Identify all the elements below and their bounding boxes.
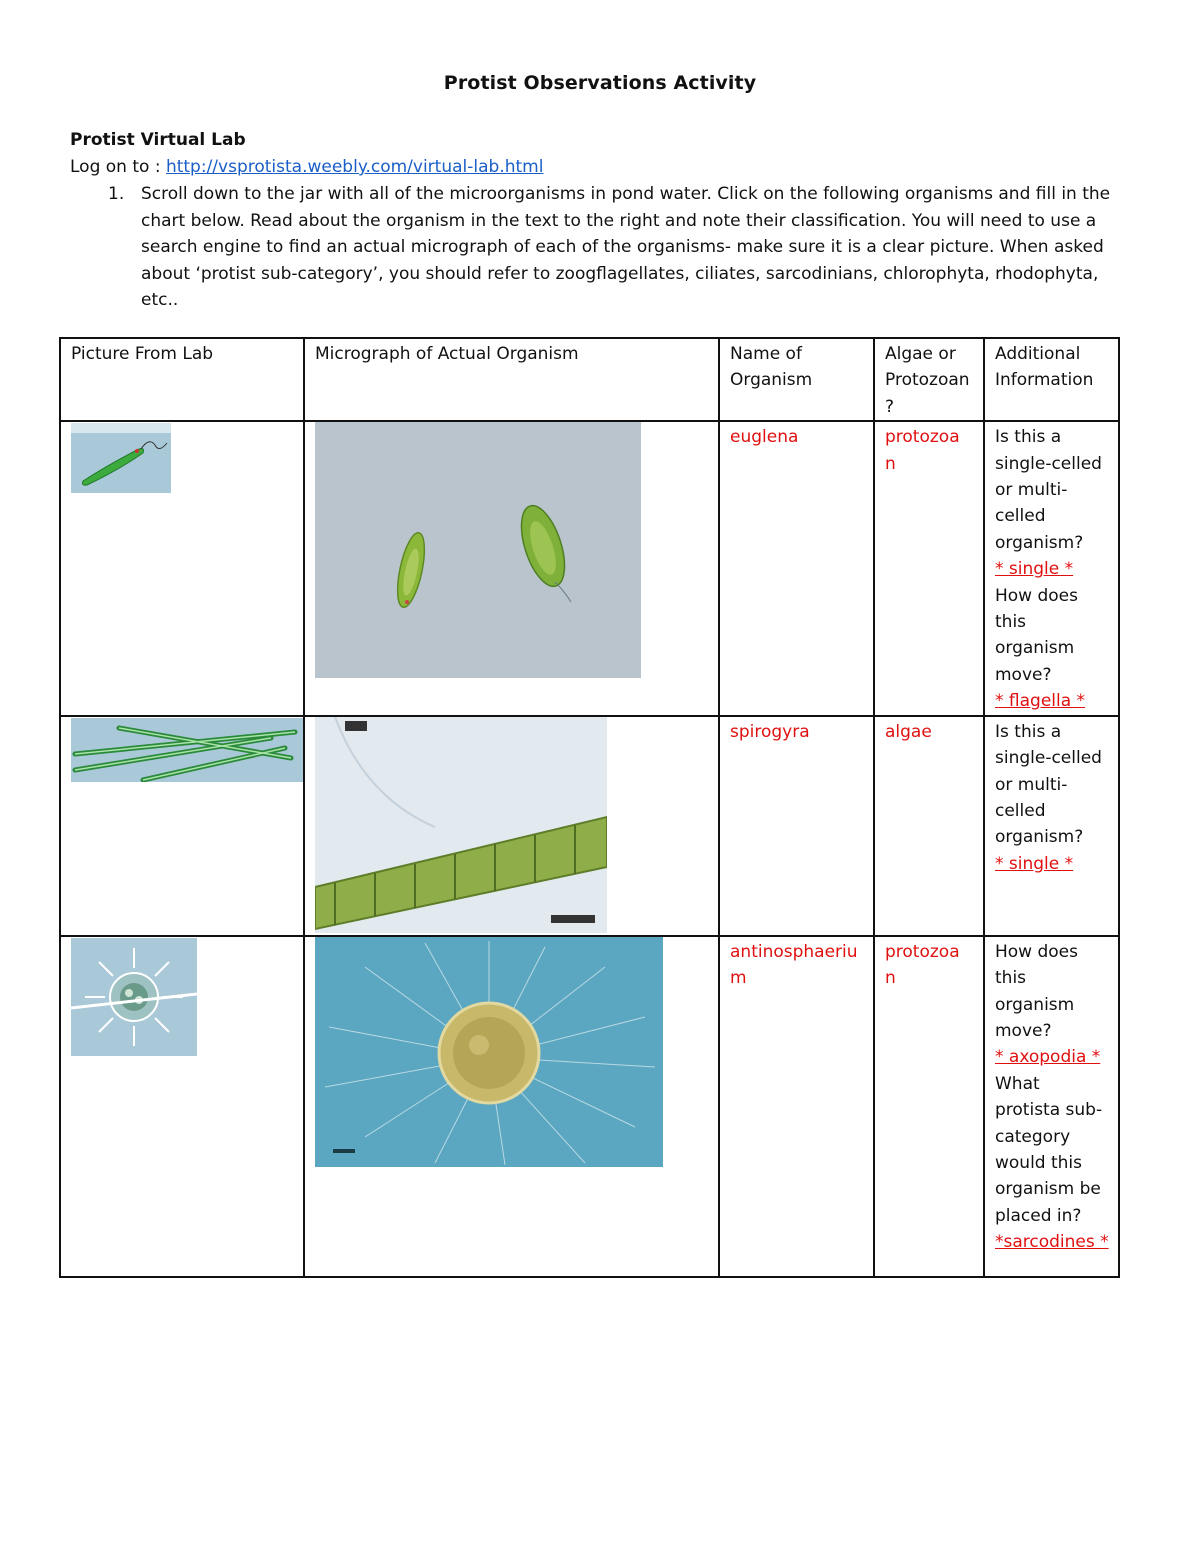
actinosphaerium-micrograph xyxy=(315,937,663,1167)
logon-label: Log on to : xyxy=(70,157,161,177)
actinosphaerium-lab-image xyxy=(71,938,197,1056)
section-heading: Protist Virtual Lab xyxy=(70,130,246,150)
info-answer: * single * xyxy=(995,853,1074,874)
additional-info xyxy=(985,717,1118,877)
table-row xyxy=(60,716,1119,936)
info-answer: * axopodia * xyxy=(995,1047,1101,1068)
additional-info xyxy=(985,937,1118,1256)
info-answer: * single * xyxy=(995,559,1074,580)
info-question: What protista sub-category would this organism be placed in? xyxy=(995,1073,1103,1226)
spirogyra-lab-image xyxy=(71,718,303,782)
info-answer: *sarcodines * xyxy=(995,1232,1109,1253)
step-text: Scroll down to the jar with all of the microorganisms in pond water. Click on the following organisms and fill in the chart below. Read about the organism in the text to the right and note their classification. You will need to use a search engine to find an actual micrograph of each of the organisms- make sure it is a clear picture. When asked about ‘protist sub-category’, you should refer to zoogflagellates, ciliates, sarcodinians, chlorophyta, rhodophyta, etc.. xyxy=(141,184,1111,310)
table-header-row xyxy=(60,338,1119,421)
instruction-step xyxy=(108,181,1123,314)
organism-type: protozoa n xyxy=(885,427,960,474)
header-picture: Picture From Lab xyxy=(71,344,214,364)
page-title: Protist Observations Activity xyxy=(443,72,757,94)
info-question: How does this organism move? xyxy=(995,941,1078,1041)
info-question: How does this organism move? xyxy=(995,585,1078,685)
info-question: Is this a single-celled or multi-celled organism? xyxy=(995,427,1102,553)
additional-info xyxy=(985,422,1118,714)
organism-name: euglena xyxy=(730,427,799,448)
organism-name: spirogyra xyxy=(730,721,810,742)
organism-type: algae xyxy=(885,721,932,742)
organism-type: protozoa n xyxy=(885,941,960,989)
step-number: 1. xyxy=(108,184,125,204)
header-micrograph: Micrograph of Actual Organism xyxy=(315,344,579,364)
lab-link[interactable]: http://vsprotista.weebly.com/virtual-lab.html xyxy=(165,157,544,177)
header-name: Name of Organism xyxy=(730,344,813,391)
table-row xyxy=(60,936,1119,1277)
euglena-micrograph xyxy=(315,422,641,678)
info-answer: * flagella * xyxy=(995,691,1086,712)
table-row xyxy=(60,421,1119,715)
header-info: Additional Information xyxy=(995,344,1094,391)
spirogyra-micrograph xyxy=(315,717,607,933)
organism-chart xyxy=(59,337,1120,1278)
organism-name: antinosphaeriu m xyxy=(730,941,858,989)
euglena-lab-image xyxy=(71,423,171,493)
info-question: Is this a single-celled or multi-celled organism? xyxy=(995,721,1102,848)
logon-line xyxy=(70,157,543,177)
header-type: Algae or Protozoan ? xyxy=(885,344,970,417)
